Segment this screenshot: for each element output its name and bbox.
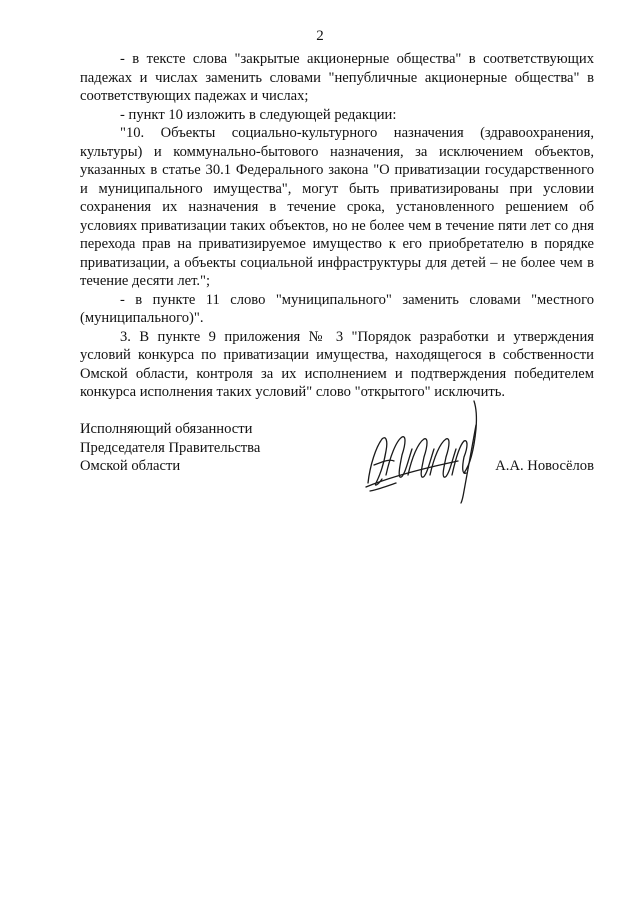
signatory-position-line: Председателя Правительства [80,439,261,456]
paragraph-item-11: - в пункте 11 слово "муниципального" заменить словами "местного (муниципального)". [80,291,594,326]
signatory-position-line: Омской области [80,458,181,474]
handwritten-signature-icon [360,395,495,505]
signer-name: А.А. Новосёлов [495,458,594,474]
paragraph-point-3: 3. В пункте 9 приложения № 3 "Порядок разработки и утверждения условий конкурса по приватизации имущества, находящегося в собственности Омской области, контроля за их исполнением и подтверждения победителем конкурса исполнения таких условий" слово "открытого" исключить. [80,328,594,400]
page-number: 2 [316,28,324,44]
paragraph-replace-terms: - в тексте слова "закрытые акционерные общества" в соответствующих падежах и числах заменить словами "непубличные акционерные общества" в соответствующих падежах и числах; [80,51,594,104]
signatory-position-line: Исполняющий обязанности [80,421,253,437]
signatory-position [80,420,260,476]
paragraph-item-10-intro: - пункт 10 изложить в следующей редакции: [120,106,397,123]
document-body [80,50,594,402]
paragraph-item-10-text: "10. Объекты социально-культурного назначения (здравоохранения, культуры) и коммунально-бытового назначения, за исключением объектов, указанных в статье 30.1 Федерального закона "О приватизации государственного и муниципального имущества", могут быть приватизированы при условии сохранения их назначения в течение срока, установленного решением об условиях приватизации таких объектов, но не более чем в течение пяти лет со дня перехода прав на приватизируемое имущество к его приобретателю в порядке приватизации, а объекты социальной инфраструктуры для детей – не более чем в течение десяти лет."; [80,125,594,289]
